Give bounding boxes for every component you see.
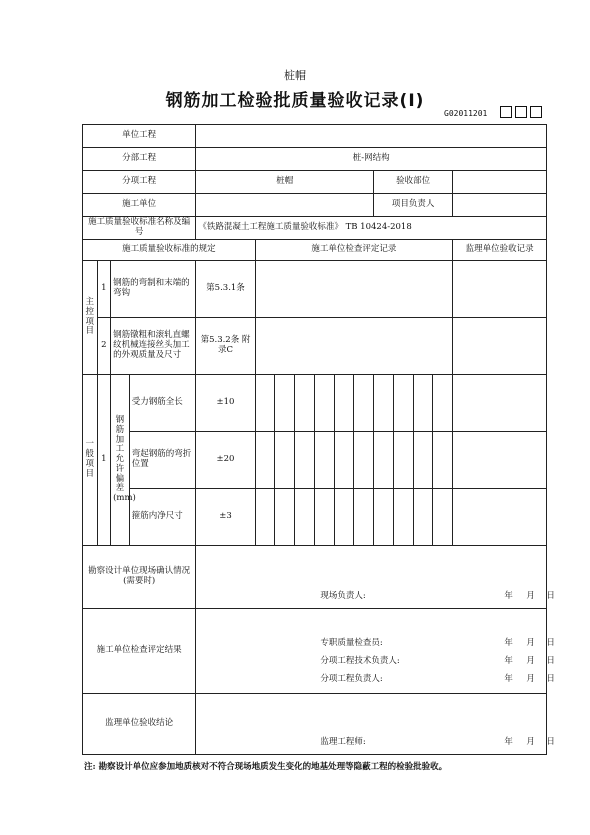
unit-project-label: 单位工程 bbox=[83, 125, 196, 148]
general-row-1-supervision[interactable] bbox=[453, 375, 547, 432]
general-row-1-tol: ±10 bbox=[196, 375, 255, 432]
supervisor-label: 监理工程师: bbox=[320, 737, 366, 747]
supervision-signoff-area[interactable] bbox=[196, 694, 555, 754]
date-month: 月 bbox=[526, 591, 535, 601]
date-day: 日 bbox=[546, 591, 555, 601]
supervision-conclusion-label: 监理单位验收结论 bbox=[83, 694, 196, 755]
measure-cell[interactable] bbox=[393, 375, 413, 432]
measure-cell[interactable] bbox=[433, 432, 453, 489]
date-year: 年 bbox=[504, 591, 513, 601]
measure-cell[interactable] bbox=[255, 375, 275, 432]
measure-cell[interactable] bbox=[393, 432, 413, 489]
division-label: 分部工程 bbox=[83, 148, 196, 171]
main-item-2-supervision[interactable] bbox=[453, 318, 547, 375]
subitem-value[interactable]: 桩帽 bbox=[196, 171, 374, 194]
measure-cell[interactable] bbox=[354, 489, 374, 546]
measure-cell[interactable] bbox=[255, 432, 275, 489]
date-year: 年 bbox=[504, 638, 513, 648]
survey-signoff-area[interactable] bbox=[196, 546, 555, 608]
measure-cell[interactable] bbox=[413, 489, 433, 546]
date-day: 日 bbox=[546, 737, 555, 747]
measure-cell[interactable] bbox=[275, 375, 295, 432]
main-item-1-no: 1 bbox=[97, 261, 111, 318]
subitem-label: 分项工程 bbox=[83, 171, 196, 194]
date-day: 日 bbox=[546, 656, 555, 666]
measure-cell[interactable] bbox=[393, 489, 413, 546]
measure-cell[interactable] bbox=[295, 489, 315, 546]
acceptance-part-value[interactable] bbox=[453, 171, 547, 194]
date-month: 月 bbox=[526, 737, 535, 747]
main-item-2-desc: 钢筋镦粗和滚轧直螺纹机械连接丝头加工的外观质量及尺寸 bbox=[111, 318, 196, 375]
date-day: 日 bbox=[546, 674, 555, 684]
sub-tech-leader-label: 分项工程技术负责人: bbox=[320, 656, 400, 666]
date-month: 月 bbox=[526, 674, 535, 684]
col-spec-header: 施工质量验收标准的规定 bbox=[83, 240, 256, 261]
measure-cell[interactable] bbox=[334, 489, 354, 546]
main-item-2-check[interactable] bbox=[255, 318, 453, 375]
page-title: 钢筋加工检验批质量验收记录(Ⅰ) bbox=[165, 91, 425, 111]
measure-cell[interactable] bbox=[314, 432, 334, 489]
measure-cell[interactable] bbox=[413, 432, 433, 489]
acceptance-part-label: 验收部位 bbox=[374, 171, 453, 194]
general-row-1-desc: 受力钢筋全长 bbox=[129, 375, 196, 432]
survey-label: 勘察设计单位现场确认情况(需要时) bbox=[83, 546, 196, 609]
general-item-no: 1 bbox=[97, 375, 111, 546]
code-box-1[interactable] bbox=[500, 106, 512, 118]
col-supervision-record-header: 监理单位验收记录 bbox=[453, 240, 547, 261]
construction-unit-value[interactable] bbox=[196, 194, 374, 217]
code-box-3[interactable] bbox=[530, 106, 542, 118]
date-year: 年 bbox=[504, 656, 513, 666]
form-code: G02011201 bbox=[444, 109, 488, 118]
standard-label: 施工质量验收标准名称及编号 bbox=[83, 217, 196, 240]
sub-leader-label: 分项工程负责人: bbox=[320, 674, 383, 684]
measure-cell[interactable] bbox=[255, 489, 275, 546]
measure-cell[interactable] bbox=[295, 375, 315, 432]
main-item-1-check[interactable] bbox=[255, 261, 453, 318]
measure-cell[interactable] bbox=[295, 432, 315, 489]
general-row-3-tol: ±3 bbox=[196, 489, 255, 546]
general-row-2-tol: ±20 bbox=[196, 432, 255, 489]
acceptance-form-table bbox=[82, 124, 555, 755]
date-month: 月 bbox=[526, 638, 535, 648]
general-row-3-supervision[interactable] bbox=[453, 489, 547, 546]
construction-unit-label: 施工单位 bbox=[83, 194, 196, 217]
site-leader-label: 现场负责人: bbox=[320, 591, 366, 601]
general-sub-label: 钢筋加工允许偏差(mm) bbox=[111, 375, 130, 546]
measure-cell[interactable] bbox=[374, 375, 394, 432]
construction-result-label: 施工单位检查评定结果 bbox=[83, 609, 196, 694]
measure-cell[interactable] bbox=[374, 489, 394, 546]
main-item-1-clause: 第5.3.1条 bbox=[196, 261, 255, 318]
main-items-group-label: 主控项目 bbox=[83, 261, 98, 375]
general-items-group-label: 一般项目 bbox=[83, 375, 98, 546]
project-leader-label: 项目负责人 bbox=[374, 194, 453, 217]
main-item-2-clause: 第5.3.2条 附录C bbox=[196, 318, 255, 375]
measure-cell[interactable] bbox=[433, 489, 453, 546]
measure-cell[interactable] bbox=[334, 432, 354, 489]
general-row-2-supervision[interactable] bbox=[453, 432, 547, 489]
measure-cell[interactable] bbox=[354, 375, 374, 432]
quality-inspector-label: 专职质量检查员: bbox=[320, 638, 383, 648]
division-value[interactable]: 桩-网结构 bbox=[196, 148, 547, 171]
main-item-1-supervision[interactable] bbox=[453, 261, 547, 318]
measure-cell[interactable] bbox=[374, 432, 394, 489]
unit-project-value[interactable] bbox=[196, 125, 547, 148]
footnote: 注: 勘察设计单位应参加地质核对不符合现场地质发生变化的地基处理等隐蔽工程的检验批验收。 bbox=[84, 762, 448, 772]
measure-cell[interactable] bbox=[314, 375, 334, 432]
date-month: 月 bbox=[526, 656, 535, 666]
col-construction-check-header: 施工单位检查评定记录 bbox=[255, 240, 453, 261]
measure-cell[interactable] bbox=[275, 489, 295, 546]
code-box-2[interactable] bbox=[515, 106, 527, 118]
main-item-2-no: 2 bbox=[97, 318, 111, 375]
measure-cell[interactable] bbox=[413, 375, 433, 432]
page-subtitle: 桩帽 bbox=[284, 69, 306, 82]
measure-cell[interactable] bbox=[314, 489, 334, 546]
measure-cell[interactable] bbox=[275, 432, 295, 489]
general-row-2-desc: 弯起钢筋的弯折位置 bbox=[129, 432, 196, 489]
date-year: 年 bbox=[504, 737, 513, 747]
date-day: 日 bbox=[546, 638, 555, 648]
date-year: 年 bbox=[504, 674, 513, 684]
standard-value: 《铁路混凝土工程施工质量验收标准》 TB 10424-2018 bbox=[196, 217, 547, 240]
project-leader-value[interactable] bbox=[453, 194, 547, 217]
general-row-3-desc: 箍筋内净尺寸 bbox=[129, 489, 196, 546]
main-item-1-desc: 钢筋的弯制和末端的弯钩 bbox=[111, 261, 196, 318]
construction-signoff-area[interactable] bbox=[196, 609, 555, 693]
measure-cell[interactable] bbox=[354, 432, 374, 489]
measure-cell[interactable] bbox=[433, 375, 453, 432]
measure-cell[interactable] bbox=[334, 375, 354, 432]
